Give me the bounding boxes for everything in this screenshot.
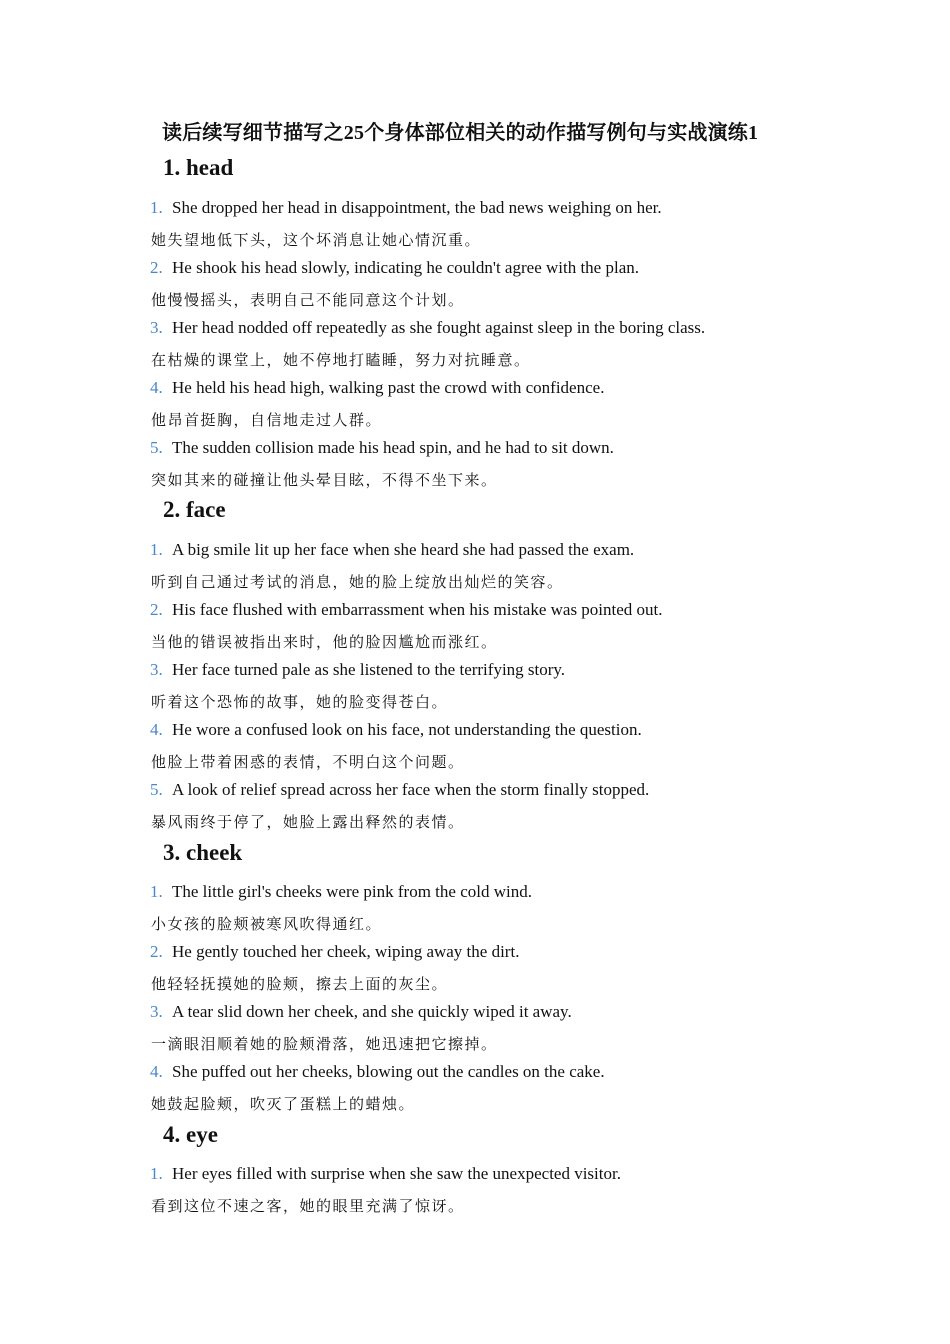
sentence-text: He shook his head slowly, indicating he couldn't agree with the plan.	[172, 258, 639, 277]
example-sentence-en	[150, 780, 649, 800]
example-sentence-zh: 在枯燥的课堂上，她不停地打瞌睡，努力对抗睡意。	[151, 351, 531, 369]
item-number: 2.	[150, 942, 163, 961]
example-sentence-zh: 一滴眼泪顺着她的脸颊滑落，她迅速把它擦掉。	[151, 1035, 498, 1053]
section-heading: 4. eye	[163, 1122, 218, 1147]
sentence-text: The sudden collision made his head spin, and he had to sit down.	[172, 438, 614, 457]
example-sentence-zh: 他脸上带着困惑的表情，不明白这个问题。	[151, 753, 465, 771]
example-sentence-zh: 她鼓起脸颊，吹灭了蛋糕上的蜡烛。	[151, 1095, 416, 1113]
example-sentence-en	[150, 1062, 605, 1082]
item-number: 1.	[150, 882, 163, 901]
sentence-text: A tear slid down her cheek, and she quickly wiped it away.	[172, 1002, 572, 1021]
sentence-text: He wore a confused look on his face, not understanding the question.	[172, 720, 642, 739]
sentence-text: A look of relief spread across her face when the storm finally stopped.	[172, 780, 650, 799]
sentence-text: Her head nodded off repeatedly as she fought against sleep in the boring class.	[172, 318, 706, 337]
sentence-text: He held his head high, walking past the crowd with confidence.	[172, 378, 605, 397]
example-sentence-zh: 他昂首挺胸，自信地走过人群。	[151, 411, 383, 429]
sentence-text: She dropped her head in disappointment, the bad news weighing on her.	[172, 198, 662, 217]
item-number: 1.	[150, 198, 163, 217]
example-sentence-en	[150, 1164, 621, 1184]
item-number: 2.	[150, 600, 163, 619]
example-sentence-en	[150, 258, 639, 278]
example-sentence-zh: 小女孩的脸颊被寒风吹得通红。	[151, 915, 383, 933]
sentence-text: The little girl's cheeks were pink from the cold wind.	[172, 882, 532, 901]
example-sentence-zh: 突如其来的碰撞让他头晕目眩，不得不坐下来。	[151, 471, 498, 489]
item-number: 4.	[150, 378, 163, 397]
example-sentence-en	[150, 198, 662, 218]
example-sentence-en	[150, 540, 634, 560]
item-number: 1.	[150, 1164, 163, 1183]
example-sentence-en	[150, 438, 614, 458]
example-sentence-zh: 他轻轻抚摸她的脸颊，擦去上面的灰尘。	[151, 975, 449, 993]
document-title: 读后续写细节描写之25个身体部位相关的动作描写例句与实战演练1	[162, 122, 759, 144]
item-number: 4.	[150, 1062, 163, 1081]
section-heading: 3. cheek	[163, 840, 243, 865]
section-heading: 1. head	[163, 155, 234, 180]
item-number: 3.	[150, 318, 163, 337]
example-sentence-en	[150, 600, 663, 620]
item-number: 5.	[150, 780, 163, 799]
example-sentence-en	[150, 318, 705, 338]
item-number: 1.	[150, 540, 163, 559]
example-sentence-en	[150, 660, 565, 680]
item-number: 3.	[150, 660, 163, 679]
item-number: 4.	[150, 720, 163, 739]
item-number: 3.	[150, 1002, 163, 1021]
example-sentence-zh: 暴风雨终于停了，她脸上露出释然的表情。	[151, 813, 465, 831]
item-number: 2.	[150, 258, 163, 277]
sentence-text: She puffed out her cheeks, blowing out the candles on the cake.	[172, 1062, 605, 1081]
sentence-text: Her face turned pale as she listened to the terrifying story.	[172, 660, 566, 679]
example-sentence-zh: 她失望地低下头，这个坏消息让她心情沉重。	[151, 231, 482, 249]
example-sentence-en	[150, 378, 604, 398]
example-sentence-zh: 当他的错误被指出来时，他的脸因尴尬而涨红。	[151, 633, 498, 651]
example-sentence-zh: 听着这个恐怖的故事，她的脸变得苍白。	[151, 693, 449, 711]
example-sentence-zh: 看到这位不速之客，她的眼里充满了惊讶。	[151, 1197, 465, 1215]
sentence-text: He gently touched her cheek, wiping away the dirt.	[172, 942, 520, 961]
sentence-text: His face flushed with embarrassment when his mistake was pointed out.	[172, 600, 663, 619]
sentence-text: A big smile lit up her face when she heard she had passed the exam.	[172, 540, 635, 559]
example-sentence-zh: 听到自己通过考试的消息，她的脸上绽放出灿烂的笑容。	[151, 573, 564, 591]
example-sentence-en	[150, 942, 519, 962]
example-sentence-en	[150, 720, 642, 740]
example-sentence-en	[150, 882, 532, 902]
example-sentence-en	[150, 1002, 572, 1022]
example-sentence-zh: 他慢慢摇头，表明自己不能同意这个计划。	[151, 291, 465, 309]
section-heading: 2. face	[163, 497, 226, 522]
sentence-text: Her eyes filled with surprise when she saw the unexpected visitor.	[172, 1164, 621, 1183]
item-number: 5.	[150, 438, 163, 457]
